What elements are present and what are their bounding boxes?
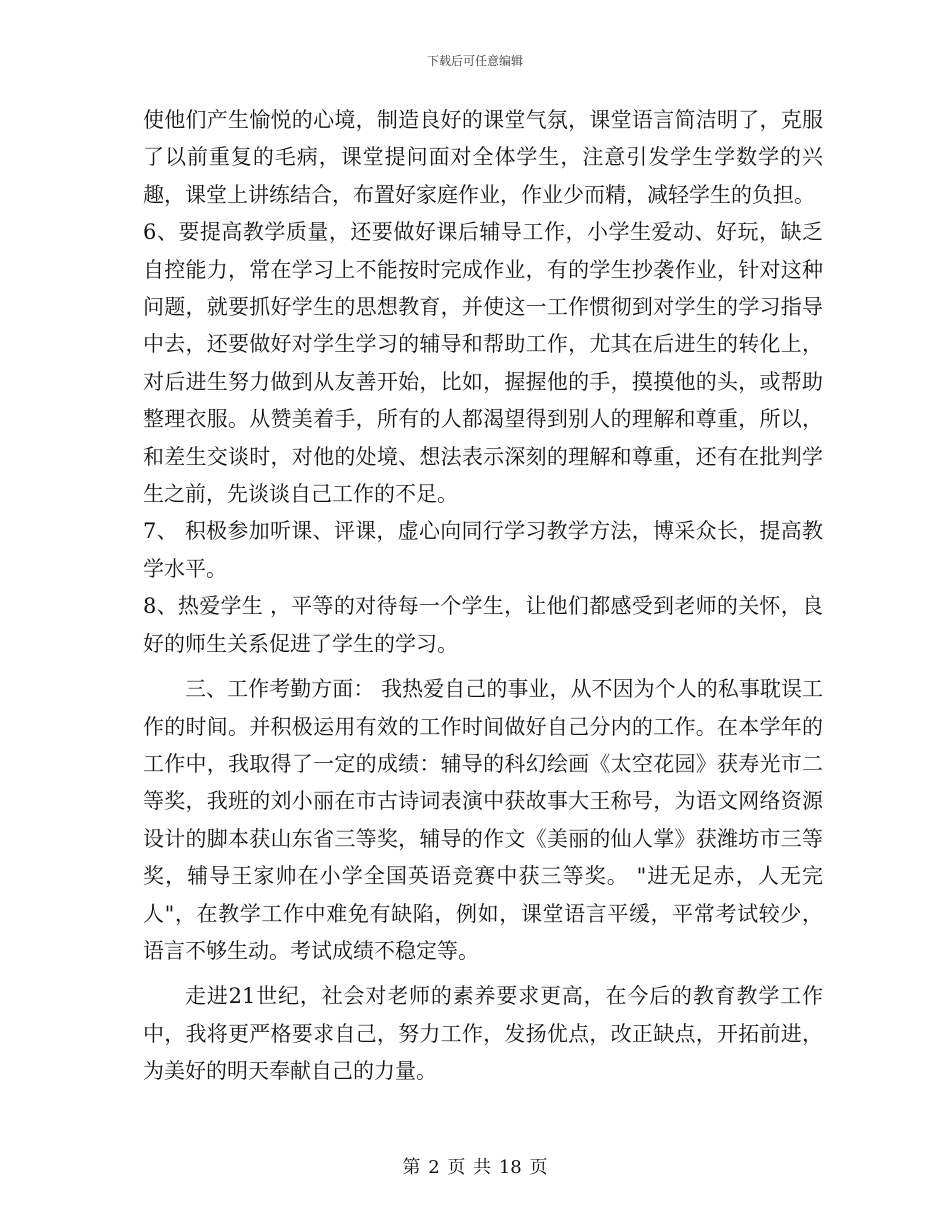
paragraph-item-7: 7、 积极参加听课、评课，虚心向同行学习教学方法，博采众长，提高教学水平。 bbox=[143, 519, 823, 581]
paragraph-item-8: 8、热爱学生 ，平等的对待每一个学生，让他们都感受到老师的关怀，良好的师生关系促进了学生的学习。 bbox=[143, 594, 823, 656]
page-header: 下载后可任意编辑 bbox=[426, 54, 523, 68]
document-body bbox=[143, 102, 823, 1091]
paragraph-conclusion: 走进21世纪，社会对老师的素养要求更高，在今后的教育教学工作中，我将更严格要求自己，努力工作，发扬优点，改正缺点，开拓前进，为美好的明天奉献自己的力量。 bbox=[143, 984, 823, 1084]
paragraph-continuation: 使他们产生愉悦的心境，制造良好的课堂气氛，课堂语言简洁明了，克服了以前重复的毛病，课堂提问面对全体学生，注意引发学生学数学的兴趣，课堂上讲练结合，布置好家庭作业，作业少而精，减轻学生的负担。 bbox=[143, 108, 823, 207]
page-number-footer: 第 2 页 共 18 页 bbox=[402, 1157, 548, 1178]
paragraph-item-6: 6、要提高教学质量，还要做好课后辅导工作，小学生爱动、好玩，缺乏自控能力，常在学习上不能按时完成作业，有的学生抄袭作业，针对这种问题，就要抓好学生的思想教育，并使这一工作惯彻到对学生的学习指导中去，还要做好对学生学习的辅导和帮助工作，尤其在后进生的转化上，对后进生努力做到从友善开始，比如，握握他的手，摸摸他的头，或帮助整理衣服。从赞美着手，所有的人都渴望得到别人的理解和尊重，所以，和差生交谈时，对他的处境、想法表示深刻的理解和尊重，还有在批判学生之前，先谈谈自己工作的不足。 bbox=[143, 220, 823, 507]
paragraph-attendance: 三、工作考勤方面： 我热爱自己的事业，从不因为个人的私事耽误工作的时间。并积极运用有效的工作时间做好自己分内的工作。在本学年的工作中，我取得了一定的成绩：辅导的科幻绘画《太空花园》获寿光市二等奖，我班的刘小丽在市古诗词表演中获故事大王称号，为语文网络资源设计的脚本获山东省三等奖，辅导的作文《美丽的仙人掌》获潍坊市三等奖，辅导王家帅在小学全国英语竞赛中获三等奖。 "进无足赤，人无完人"，在教学工作中难免有缺陷，例如，课堂语言平缓，平常考试较少，语言不够生动。考试成绩不稳定等。 bbox=[143, 677, 823, 963]
